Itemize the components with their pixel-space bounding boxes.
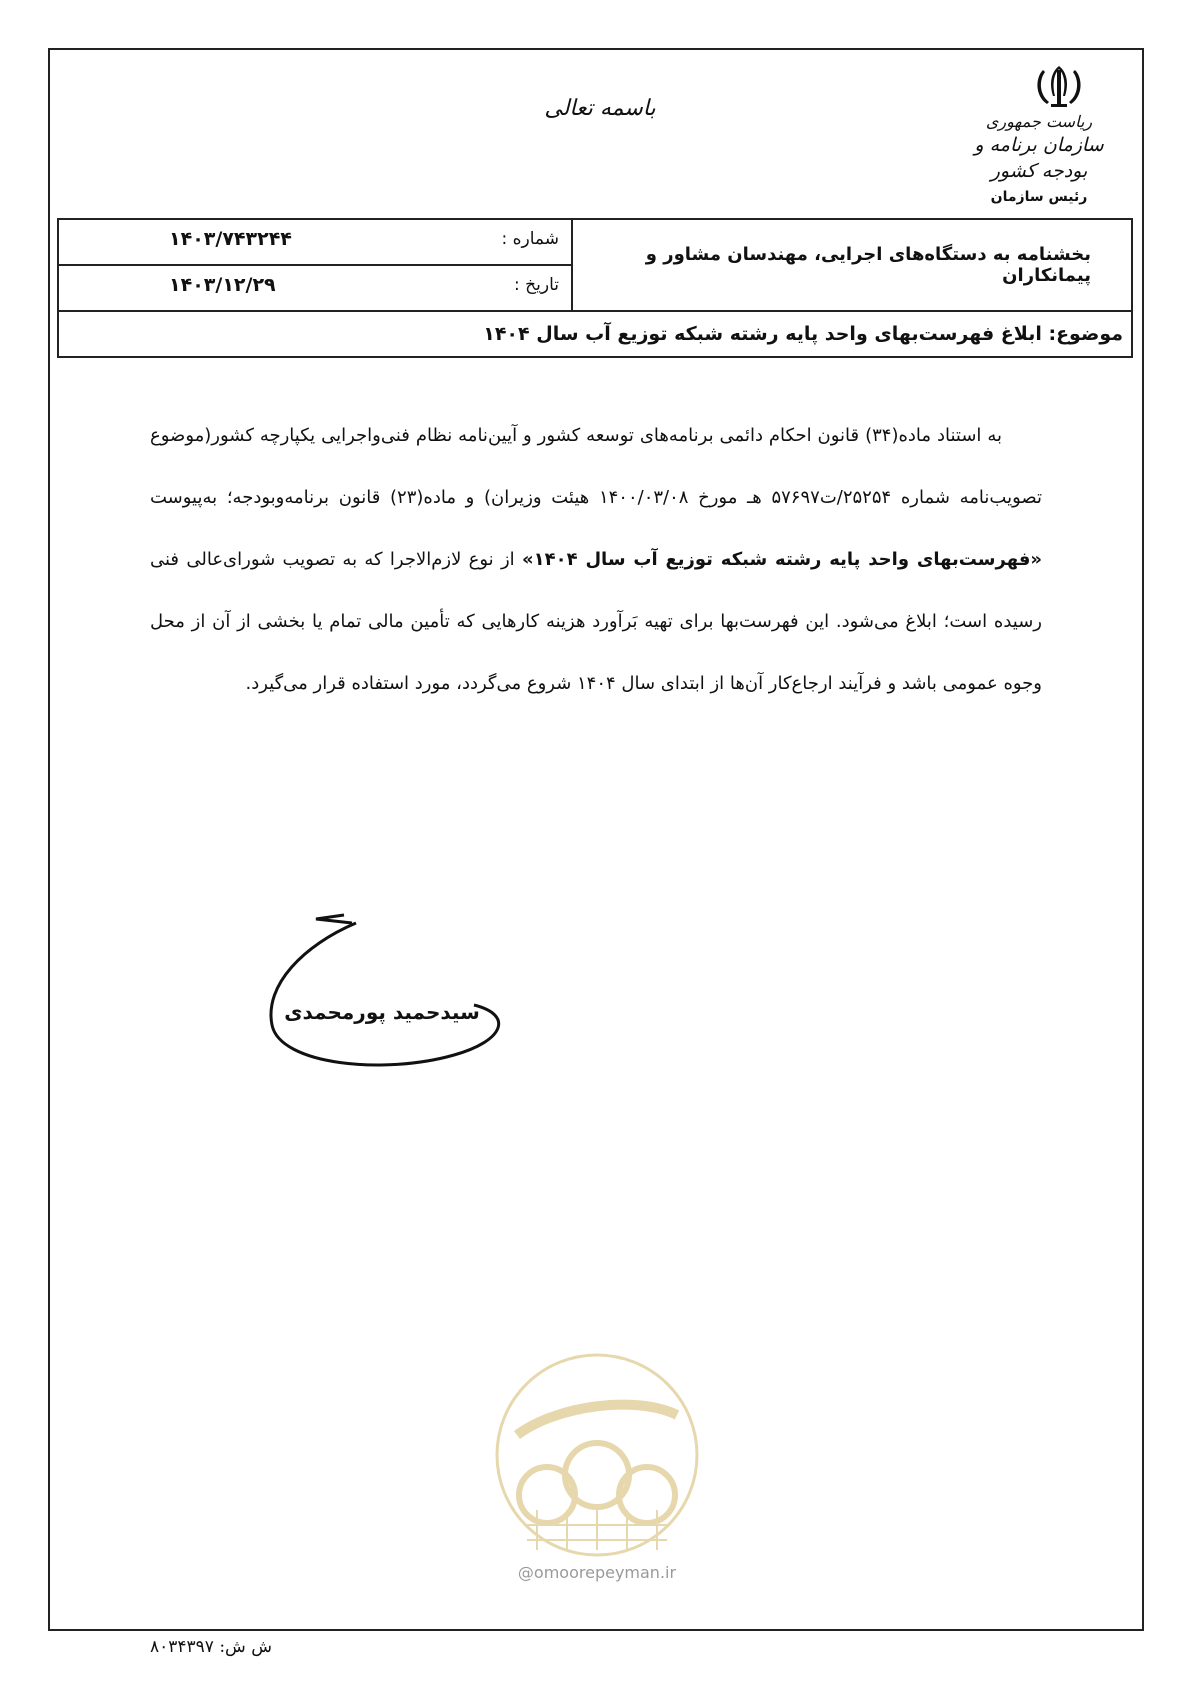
watermark-url: @omoorepeyman.ir	[517, 1563, 677, 1582]
org-presidency: ریاست جمهوری	[985, 112, 1093, 131]
body-text-part2: از نوع لازم‌الاجرا که به تصویب شورای‌عالی فنی رسیده است؛ ابلاغ می‌شود. این فهرست‌بها برای تهیه بَرآورد هزینه کارهایی که تأمین مالی تمام یا بخشی از آن از محل وجوه عمومی باشد و فرآیند ارجاع‌کار آن‌ها از ابتدای سال ۱۴۰۴ شروع می‌گردد، مورد استفاده قرار می‌گیرد.	[150, 549, 1042, 694]
number-row	[59, 220, 571, 266]
body-paragraph	[150, 405, 1042, 715]
header-row	[59, 220, 1131, 312]
letter-body	[150, 405, 1042, 715]
letter-header-table	[57, 218, 1133, 358]
date-label: تاریخ :	[514, 275, 559, 295]
besmeh-heading: باسمه تعالی	[544, 96, 656, 121]
org-position: رئیس سازمان	[990, 189, 1088, 205]
subject-line: موضوع: ابلاغ فهرست‌بهای واحد پایه رشته شبکه توزیع آب سال ۱۴۰۴	[483, 323, 1123, 345]
date-row	[59, 266, 571, 310]
number-value: ۱۴۰۳/۷۴۳۲۴۴	[169, 228, 292, 250]
organization-block	[949, 112, 1129, 208]
footer-code: ش ش: ۸۰۳۴۳۹۷	[150, 1637, 272, 1657]
number-label: شماره :	[501, 229, 559, 249]
date-value: ۱۴۰۳/۱۲/۲۹	[169, 274, 276, 296]
iran-emblem-icon	[1029, 62, 1089, 112]
watermark-logo-icon	[487, 1345, 707, 1585]
addressee: بخشنامه به دستگاه‌های اجرایی، مهندسان مشاور و پیمانکاران	[571, 220, 1131, 310]
signatory-name: سیدحمید پورمحمدی	[284, 1000, 480, 1024]
document-title: «فهرست‌بهای واحد پایه رشته شبکه توزیع آب سال ۱۴۰۴»	[522, 549, 1042, 570]
org-name: سازمان برنامه و بودجه کشور	[974, 134, 1104, 182]
letter-meta	[59, 220, 571, 310]
body-text-part1: به استناد ماده(۳۴) قانون احکام دائمی برنامه‌های توسعه کشور و آیین‌نامه نظام فنی‌واجرایی یکپارچه کشور(موضوع تصویب‌نامه شماره ۲۵۲۵۴/ت۵۷۶۹۷ هـ مورخ ۱۴۰۰/۰۳/۰۸ هیئت وزیران) و ماده(۲۳) قانون برنامه‌وبودجه؛ به‌پیوست	[150, 425, 1042, 508]
